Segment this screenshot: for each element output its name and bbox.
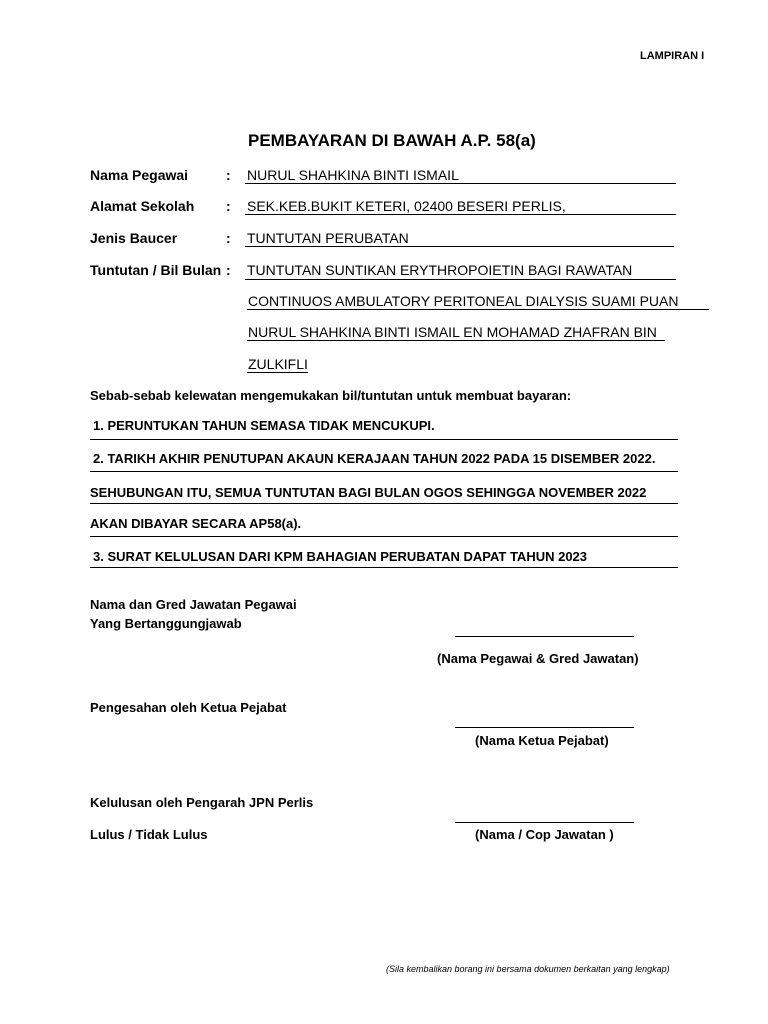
reason-item-2: 2. TARIKH AKHIR PENUTUPAN AKAUN KERAJAAN TAHUN 2022 PADA 15 DISEMBER 2022. (93, 451, 656, 466)
signature-line (455, 822, 634, 823)
colon: : (226, 230, 231, 246)
reason-item-2-cont-1: SEHUBUNGAN ITU, SEMUA TUNTUTAN BAGI BULAN OGOS SEHINGGA NOVEMBER 2022 (90, 485, 647, 500)
colon: : (226, 167, 231, 183)
tuntutan-line-2: CONTINUOS AMBULATORY PERITONEAL DIALYSIS SUAMI PUAN (248, 293, 679, 309)
colon: : (226, 262, 231, 278)
page-title: PEMBAYARAN DI BAWAH A.P. 58(a) (248, 131, 536, 150)
officer-caption: (Nama Pegawai & Gred Jawatan) (437, 651, 639, 666)
underline (245, 246, 674, 247)
underline (245, 214, 676, 215)
tuntutan-line-3: NURUL SHAHKINA BINTI ISMAIL EN MOHAMAD ZHAFRAN BIN (248, 324, 657, 340)
signature-line (455, 727, 634, 728)
reasons-heading: Sebab-sebab kelewatan mengemukakan bil/tuntutan untuk membuat bayaran: (90, 388, 572, 403)
underline (90, 503, 678, 504)
tuntutan-line-4: ZULKIFLI (248, 356, 308, 372)
tuntutan-line-1: TUNTUTAN SUNTIKAN ERYTHROPOIETIN BAGI RAWATAN (247, 262, 633, 278)
alamat-sekolah-label: Alamat Sekolah (90, 198, 195, 214)
reason-item-2-cont-2: AKAN DIBAYAR SECARA AP58(a). (90, 516, 302, 531)
nama-pegawai-label: Nama Pegawai (90, 167, 189, 183)
underline (247, 372, 308, 373)
head-label: Pengesahan oleh Ketua Pejabat (90, 700, 287, 715)
officer-label-1: Nama dan Gred Jawatan Pegawai (90, 597, 297, 612)
underline (90, 439, 678, 440)
underline (245, 279, 676, 280)
reason-item-3: 3. SURAT KELULUSAN DARI KPM BAHAGIAN PERUBATAN DAPAT TAHUN 2023 (93, 549, 588, 564)
officer-label-2: Yang Bertanggungjawab (90, 616, 242, 631)
jenis-baucer-value: TUNTUTAN PERUBATAN (247, 230, 409, 246)
director-caption: (Nama / Cop Jawatan ) (475, 827, 614, 842)
reason-item-1: 1. PERUNTUKAN TAHUN SEMASA TIDAK MENCUKUPI. (93, 418, 435, 433)
underline (90, 536, 678, 537)
director-label: Kelulusan oleh Pengarah JPN Perlis (90, 795, 314, 810)
head-caption: (Nama Ketua Pejabat) (475, 733, 609, 748)
colon: : (226, 198, 231, 214)
approval-label: Lulus / Tidak Lulus (90, 827, 208, 842)
attachment-label: LAMPIRAN I (640, 50, 705, 62)
footer-note: (Sila kembalikan borang ini bersama dokumen berkaitan yang lengkap) (386, 964, 670, 974)
alamat-sekolah-value: SEK.KEB.BUKIT KETERI, 02400 BESERI PERLIS, (247, 198, 566, 214)
tuntutan-label: Tuntutan / Bil Bulan (90, 262, 222, 278)
underline (247, 340, 665, 341)
underline (90, 471, 678, 472)
underline (90, 567, 678, 568)
signature-line (455, 636, 634, 637)
underline (245, 183, 676, 184)
nama-pegawai-value: NURUL SHAHKINA BINTI ISMAIL (247, 167, 459, 183)
underline (247, 309, 709, 310)
jenis-baucer-label: Jenis Baucer (90, 230, 178, 246)
